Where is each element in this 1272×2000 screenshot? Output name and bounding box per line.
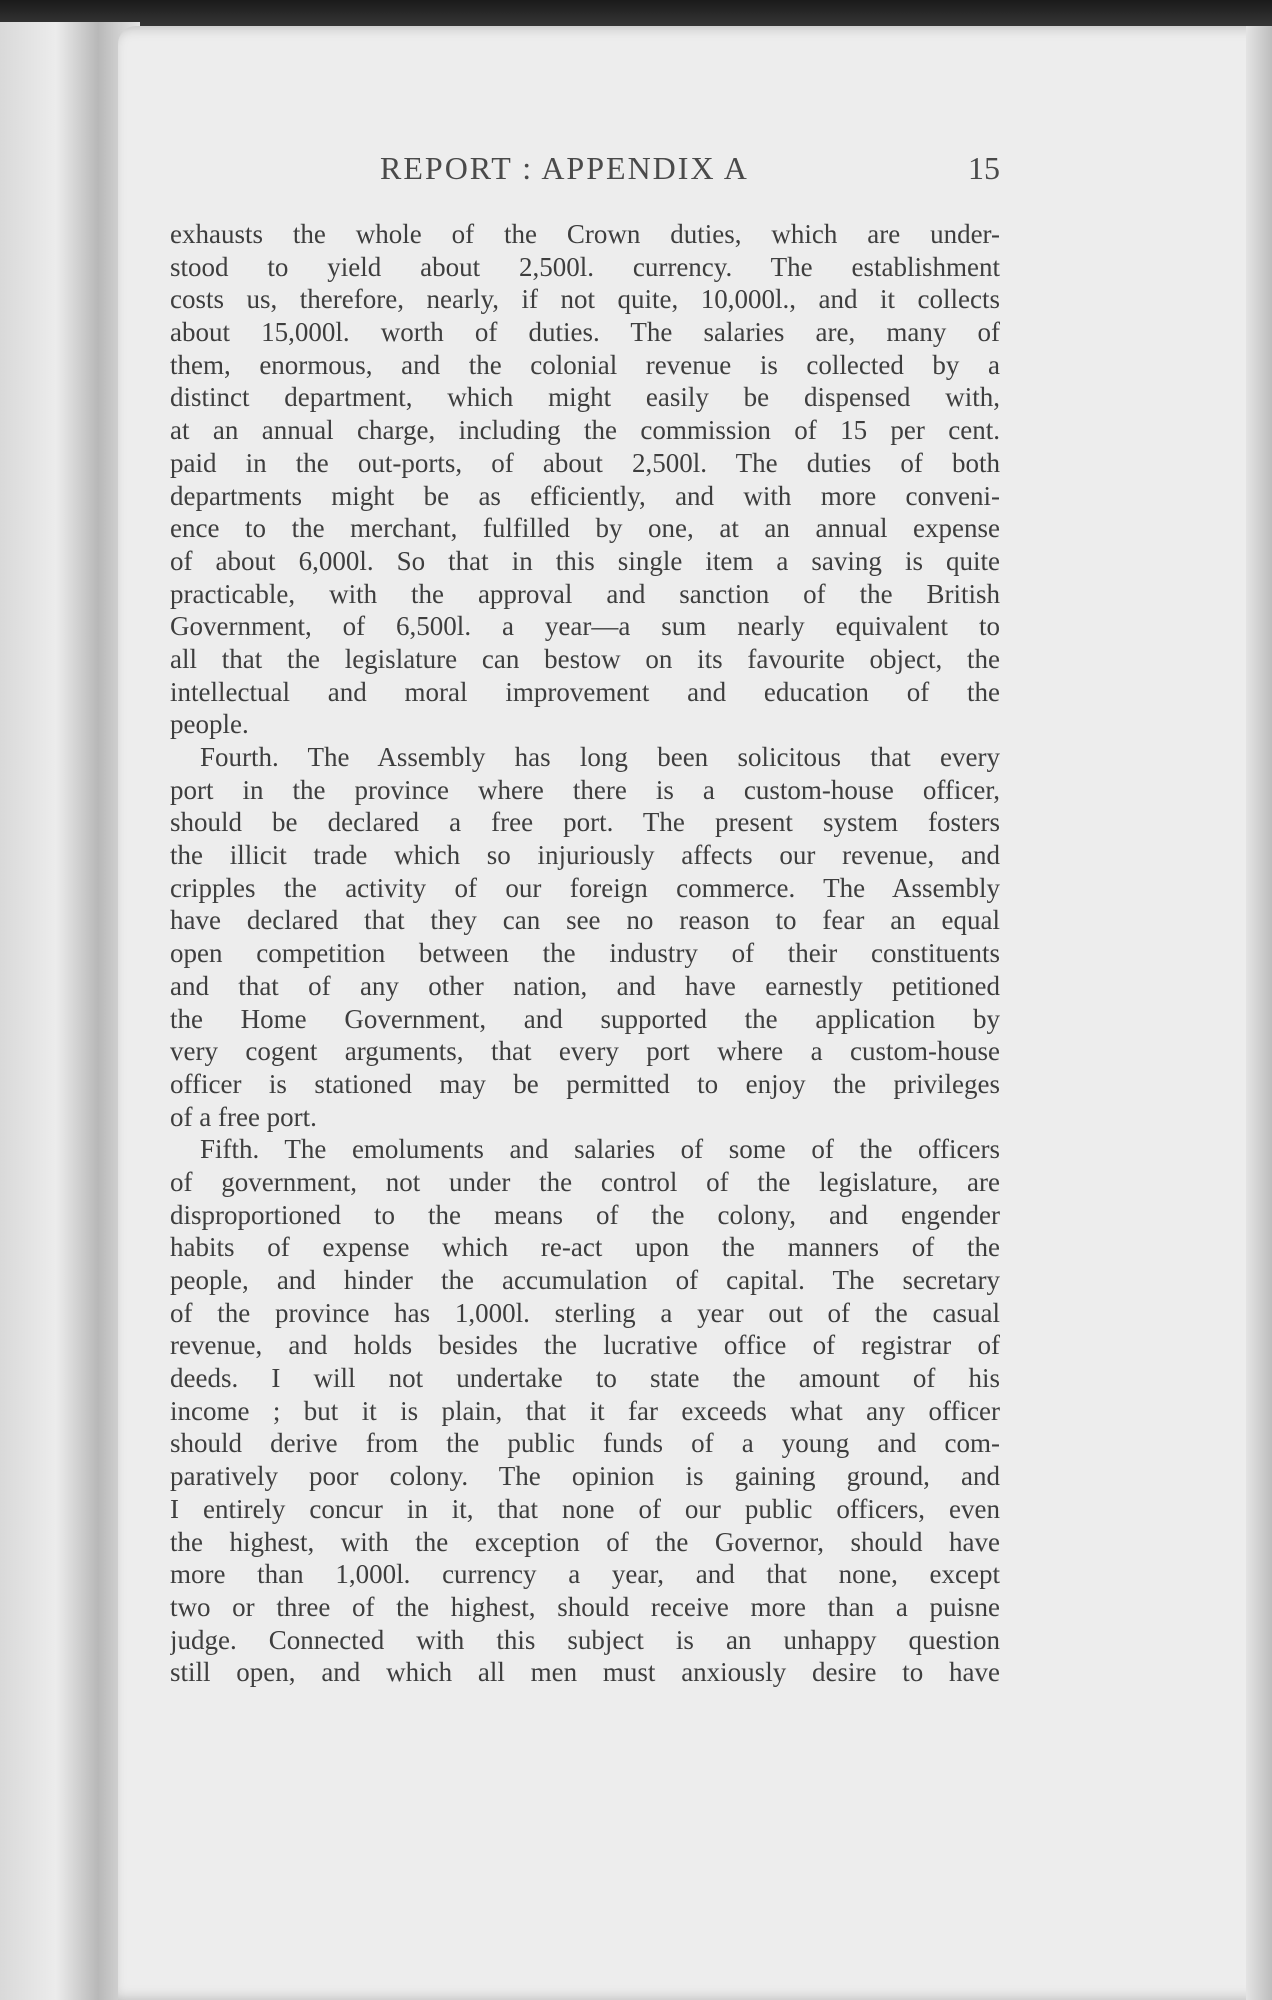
- text-line: of about 6,000l. So that in this single item a saving is quite: [170, 545, 1000, 576]
- text-line: departments might be as efficiently, and with more conveni-: [170, 480, 1000, 511]
- text-line: all that the legislature can bestow on its favourite object, the: [170, 643, 1000, 674]
- running-head: REPORT : APPENDIX A: [380, 150, 749, 186]
- text-line: them, enormous, and the colonial revenue is collected by a: [170, 349, 1000, 380]
- text-line: officer is stationed may be permitted to enjoy the privileges: [170, 1068, 1000, 1099]
- text-line: disproportioned to the means of the colony, and engender: [170, 1199, 1000, 1230]
- text-line: people, and hinder the accumulation of capital. The secretary: [170, 1265, 1000, 1295]
- text-line: still open, and which all men must anxiously desire to have: [170, 1657, 1000, 1688]
- page-right-edge: [1246, 26, 1272, 2000]
- page-header: [170, 150, 1000, 200]
- text-line: practicable, with the approval and sanction of the British: [170, 578, 1000, 609]
- text-line: ence to the merchant, fulfilled by one, at an annual expense: [170, 513, 1000, 544]
- text-line: at an annual charge, including the commission of 15 per cent.: [170, 415, 1000, 446]
- text-line: of government, not under the control of the legislature, are: [170, 1166, 1000, 1197]
- text-line: Fifth. The emoluments and salaries of some of the officers: [200, 1134, 1000, 1165]
- text-line: exhausts the whole of the Crown duties, which are under-: [170, 219, 1000, 249]
- text-line: the highest, with the exception of the Governor, should have: [170, 1526, 1000, 1557]
- text-line: paratively poor colony. The opinion is gaining ground, and: [170, 1461, 1000, 1492]
- text-line: stood to yield about 2,500l. currency. The establishment: [170, 251, 1000, 282]
- text-line: the illicit trade which so injuriously affects our revenue, and: [170, 840, 1000, 871]
- text-line: very cogent arguments, that every port where a custom-house: [170, 1036, 1000, 1067]
- text-line: income ; but it is plain, that it far exceeds what any officer: [170, 1395, 1000, 1426]
- text-line: and that of any other nation, and have earnestly petitioned: [170, 970, 1000, 1001]
- text-line: more than 1,000l. currency a year, and that none, except: [170, 1559, 1000, 1590]
- text-line: Government, of 6,500l. a year—a sum nearly equivalent to: [170, 611, 1000, 642]
- text-line: judge. Connected with this subject is an unhappy question: [170, 1624, 1000, 1655]
- text-line: two or three of the highest, should receive more than a puisne: [170, 1591, 1000, 1622]
- text-line: of a free port.: [170, 1101, 317, 1132]
- text-line: should be declared a free port. The present system fosters: [170, 807, 1000, 838]
- text-line: I entirely concur in it, that none of our public officers, even: [170, 1493, 1000, 1524]
- text-line: intellectual and moral improvement and education of the: [170, 676, 1000, 707]
- text-line: deeds. I will not undertake to state the amount of his: [170, 1363, 1000, 1394]
- text-line: open competition between the industry of their constituents: [170, 938, 1000, 969]
- text-line: cripples the activity of our foreign commerce. The Assembly: [170, 872, 1000, 903]
- text-line: people.: [170, 709, 249, 740]
- text-line: about 15,000l. worth of duties. The salaries are, many of: [170, 317, 1000, 348]
- text-line: port in the province where there is a custom-house officer,: [170, 774, 1000, 805]
- text-line: have declared that they can see no reason to fear an equal: [170, 905, 1000, 936]
- page-number: 15: [968, 150, 1000, 186]
- text-line: of the province has 1,000l. sterling a year out of the casual: [170, 1297, 1000, 1328]
- text-line: habits of expense which re-act upon the manners of the: [170, 1232, 1000, 1263]
- text-line: costs us, therefore, nearly, if not quite, 10,000l., and it collects: [170, 284, 1000, 315]
- text-line: distinct department, which might easily be dispensed with,: [170, 382, 1000, 413]
- text-line: should derive from the public funds of a young and com-: [170, 1428, 1000, 1459]
- text-line: the Home Government, and supported the application by: [170, 1003, 1000, 1034]
- body-text: [170, 218, 1000, 1689]
- text-line: Fourth. The Assembly has long been solicitous that every: [200, 742, 1000, 772]
- text-line: paid in the out-ports, of about 2,500l. The duties of both: [170, 447, 1000, 478]
- text-line: revenue, and holds besides the lucrative office of registrar of: [170, 1330, 1000, 1361]
